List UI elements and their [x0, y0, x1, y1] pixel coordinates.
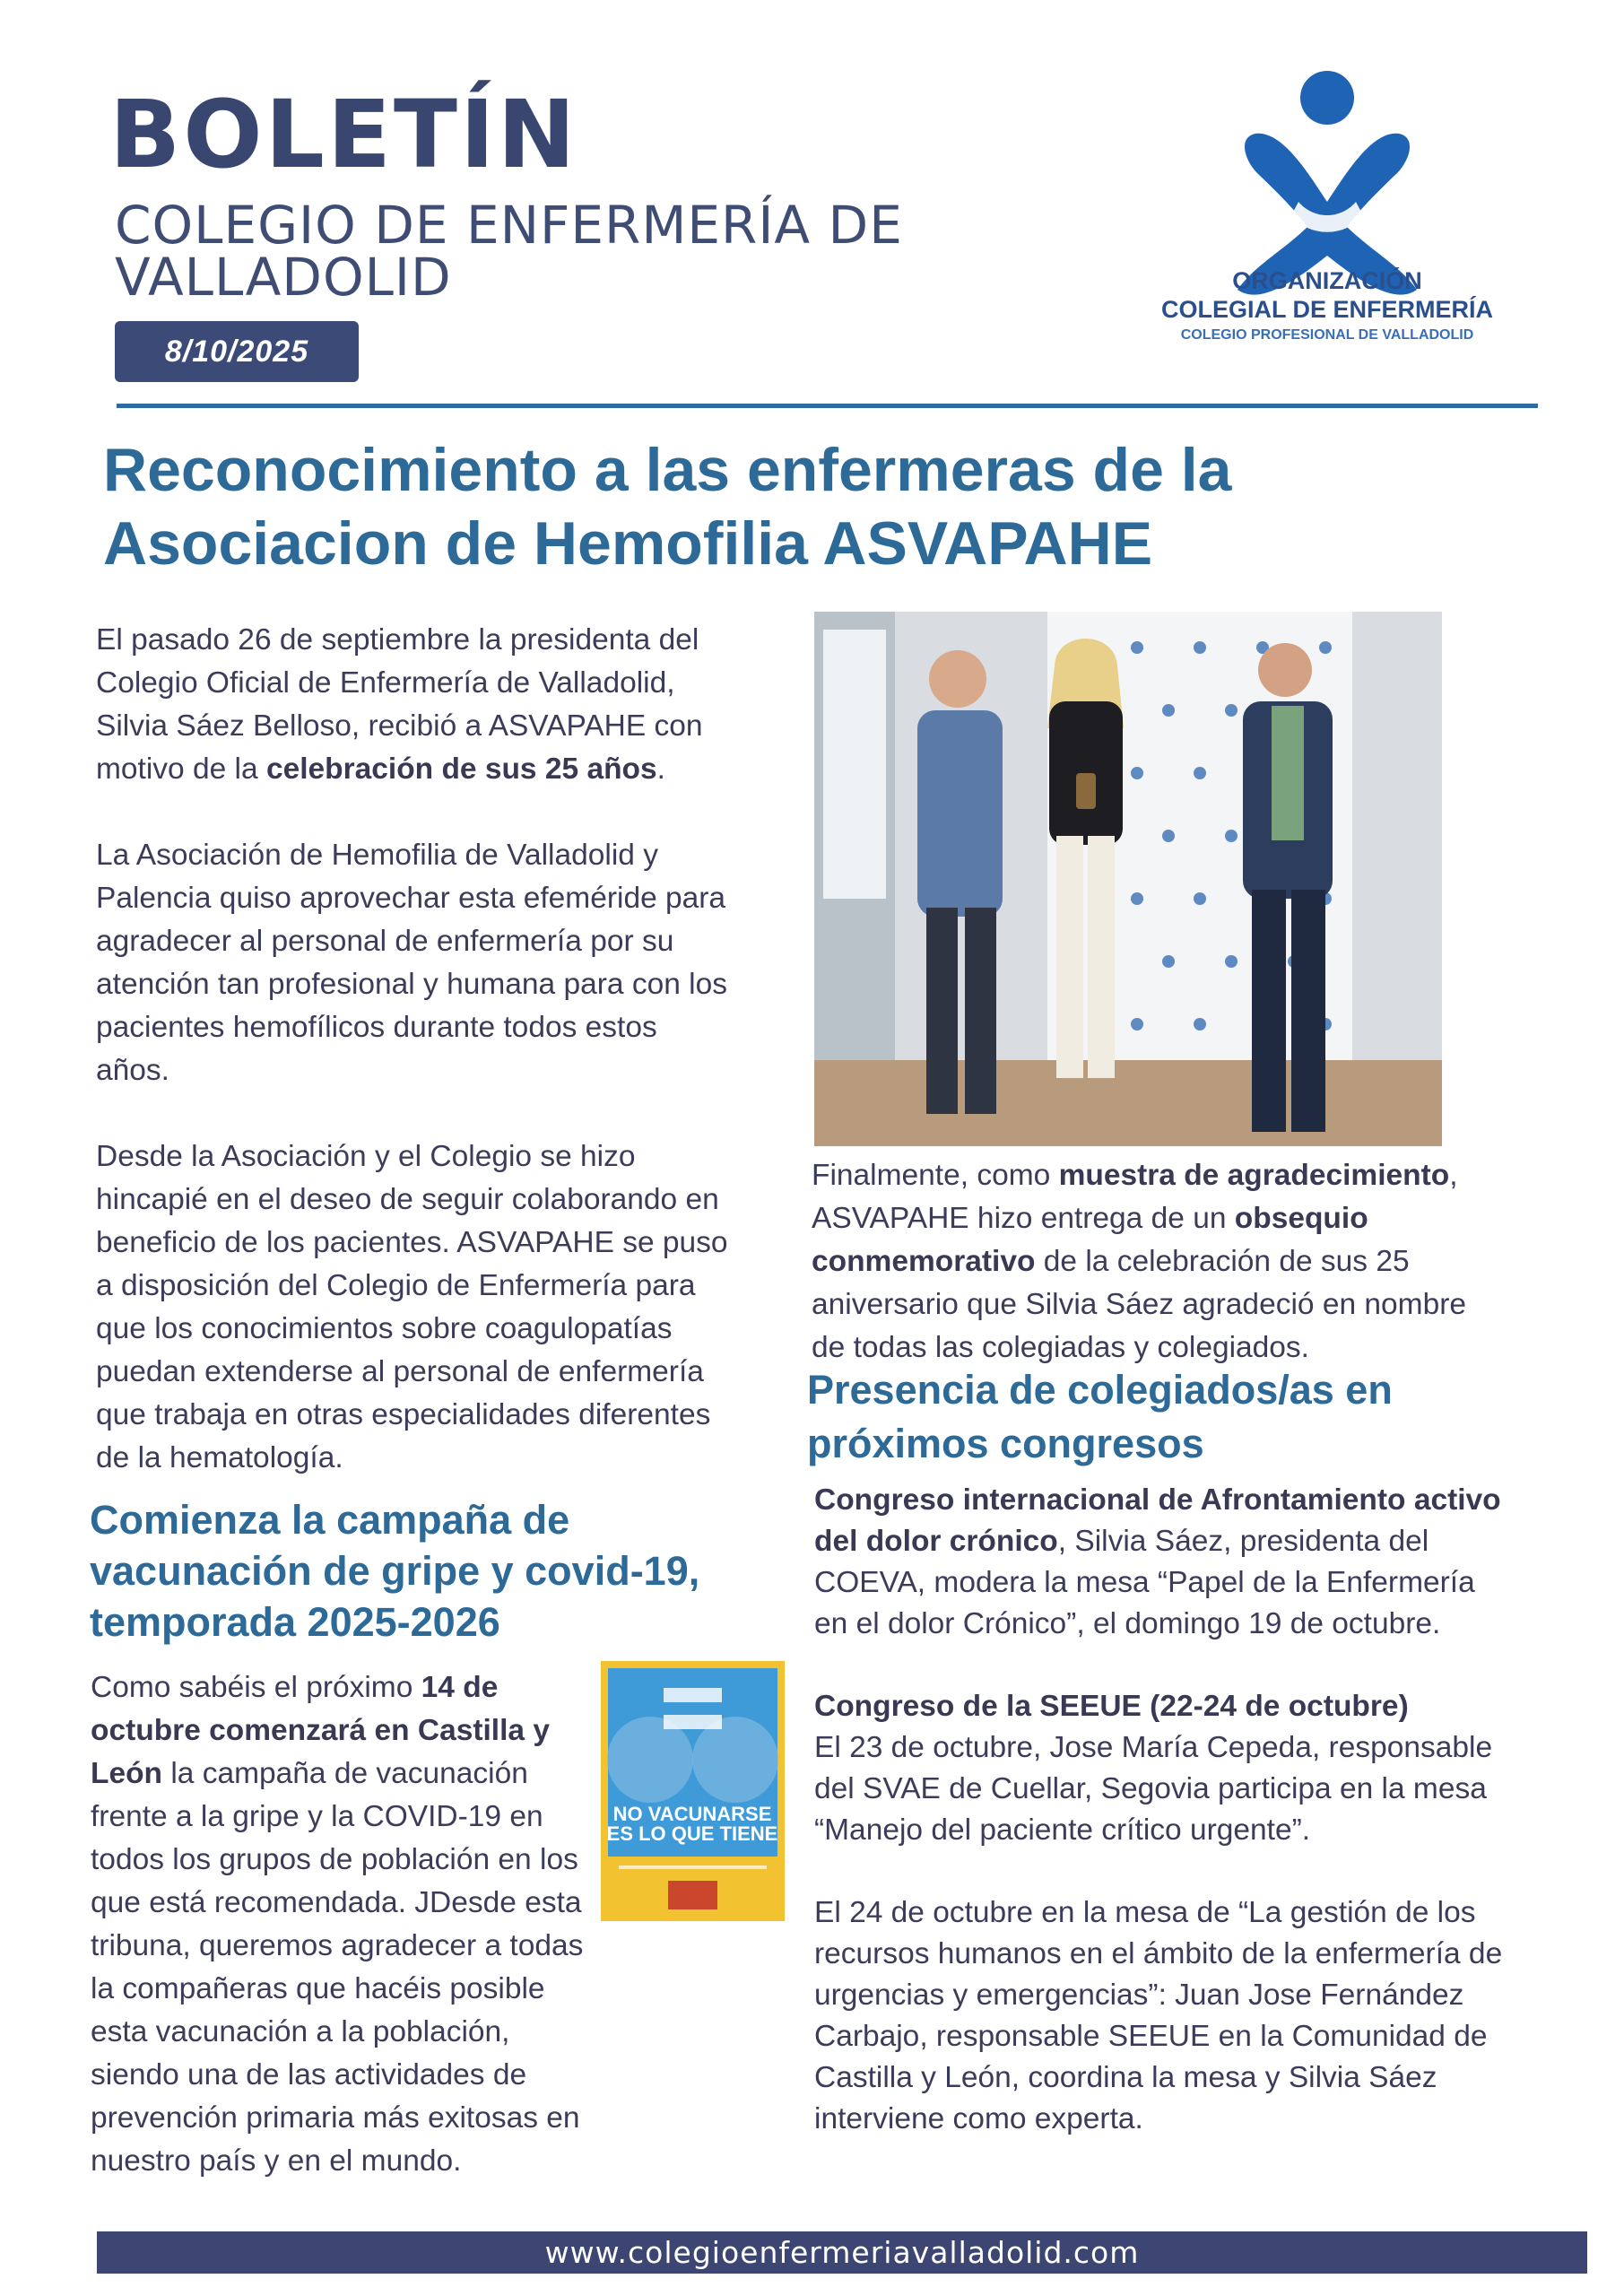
congress-3: El 24 de octubre en la mesa de “La gestión de los recursos humanos en el ámbito de la enfermería de urgencias y emergencias”: Juan Jose Fernández Carbajo, responsable SEEUE en la Comunidad de Castilla y León, coordina la mesa y Silvia Sáez interviene como experta. [814, 1896, 1503, 2135]
bulletin-title: BOLETÍN [109, 80, 578, 189]
logo-text-line-2: COLEGIAL DE ENFERMERÍA [1160, 296, 1494, 323]
vaccination-paragraph-top: Como sabéis el próximo 14 de octubre comenzará en Castilla y León la campaña de vacunación frente a la gripe y la COVID-19 en todos los grupos de población en los que está recomendada. JDesde esta tribuna, queremos agradecer a todas la compañeras que hacéis posible esta vacunación a la población, siendo una de las actividades de prevención primaria más exitosas en nuestro país y en el mundo. [91, 1671, 584, 2178]
vaccination-heading: Comienza la campaña de vacunación de gripe y covid-19, temporada 2025-2026 [90, 1497, 700, 1645]
article-1-emphasis: celebración de sus 25 años [265, 752, 657, 786]
main-headline [103, 433, 1520, 580]
article-1-paragraph-1: El pasado 26 de septiembre la presidenta del Colegio Oficial de Enfermería de Valladolid, Silvia Sáez Belloso, recibió a ASVAPAHE con motivo de la celebración de sus 25 años. [96, 623, 703, 786]
event-photo [814, 612, 1442, 1146]
logo-text-line-1: ORGANIZACIÓN [1232, 267, 1422, 294]
date-badge: 8/10/2025 [115, 321, 359, 382]
article-1-paragraph-2: La Asociación de Hemofilia de Valladolid y Palencia quiso aprovechar esta efeméride para agradecer al personal de enfermería por su atención tan profesional y humana para con los pacientes hemofílicos durante todos estos años. [96, 839, 727, 1087]
vaccination-poster [601, 1661, 785, 1921]
logo-text-line-3: COLEGIO PROFESIONAL DE VALLADOLID [1180, 327, 1474, 343]
congress-1: Congreso internacional de Afrontamiento activo del dolor crónico, Silvia Sáez, presidenta del COEVA, modera la mesa “Papel de la Enfermería en el dolor Crónico”, el domingo 19 de octubre. [814, 1483, 1501, 1640]
congress-2-title: Congreso de la SEEUE (22-24 de octubre) [814, 1690, 1409, 1723]
header-divider [117, 404, 1538, 408]
main-headline-line-2: Asociacion de Hemofilia ASVAPAHE [103, 509, 1153, 578]
bulletin-subtitle-line-1: COLEGIO DE ENFERMERÍA DE [115, 195, 903, 256]
congresses-heading: Presencia de colegiados/as en próximos congresos [807, 1367, 1393, 1466]
article-1-paragraph-3: Desde la Asociación y el Colegio se hizo hincapié en el deseo de seguir colaborando en beneficio de los pacientes. ASVAPAHE se puso a disposición del Colegio de Enfermería para que los conocimientos sobre coagulopatías puedan extenderse al personal de enfermería que trabaja en otras especialidades diferentes de la hematología. [96, 1140, 728, 1474]
congress-2: Congreso de la SEEUE (22-24 de octubre) El 23 de octubre, Jose María Cepeda, responsable del SVAE de Cuellar, Segovia participa en la mesa “Manejo del paciente crítico urgente”. [814, 1690, 1493, 1847]
poster-line-2: ES LO QUE TIENE [606, 1822, 778, 1845]
main-headline-line-1: Reconocimiento a las enfermeras de la [103, 436, 1232, 504]
congresses-body [814, 1480, 1514, 2140]
poster-line-1: NO VACUNARSE [612, 1803, 772, 1825]
footer-website-link[interactable]: www.colegioenfermeriavalladolid.com [97, 2231, 1587, 2274]
bulletin-subtitle-line-2: VALLADOLID [115, 247, 452, 308]
article-1-body [96, 619, 733, 1480]
article-1-paragraph-4: Finalmente, como muestra de agradecimiento, ASVAPAHE hizo entrega de un obsequio conmemorativo de la celebración de sus 25 aniversario que Silvia Sáez agradeció en nombre de todas las colegiadas y colegiados. [812, 1159, 1466, 1364]
